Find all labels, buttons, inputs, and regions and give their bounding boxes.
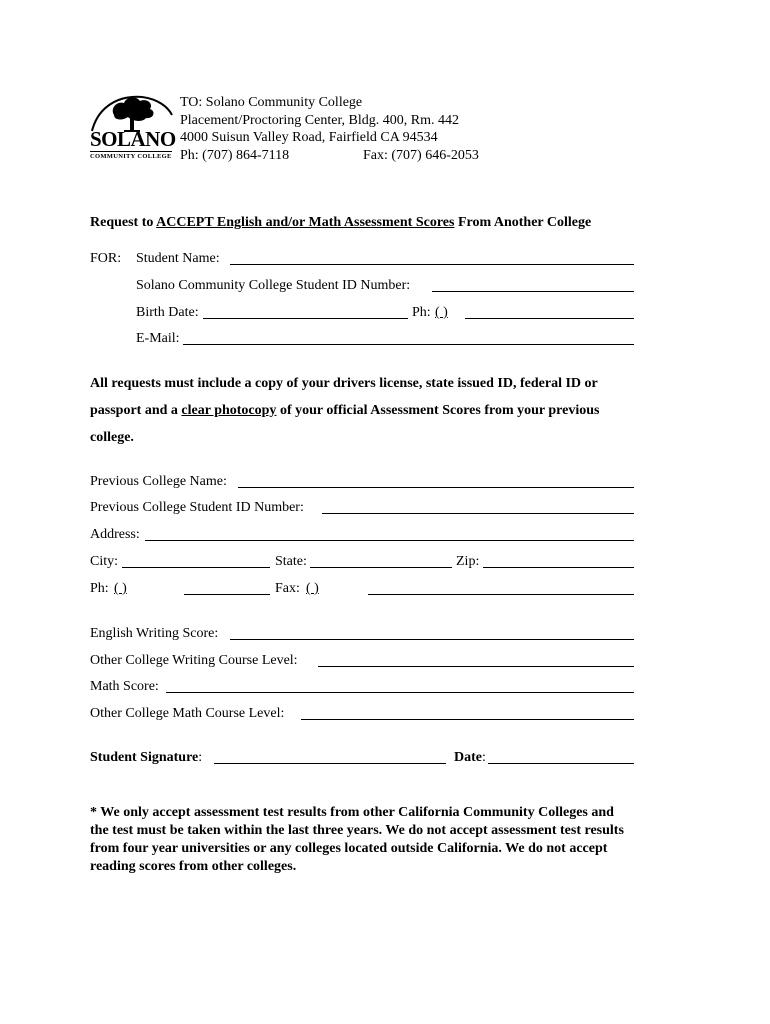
- footnote-line2: the test must be taken within the last three years. We do not accept assessment test results: [90, 823, 624, 838]
- english-score-label: English Writing Score:: [90, 626, 219, 641]
- previous-phone-field[interactable]: [184, 594, 270, 595]
- requirements-line2: [90, 403, 599, 419]
- address-label: Address:: [90, 527, 140, 542]
- logo-subtitle: COMMUNITY COLLEGE: [90, 153, 172, 160]
- footnote-line4: reading scores from other colleges.: [90, 859, 297, 874]
- street-line: 4000 Suisun Valley Road, Fairfield CA 94534: [180, 130, 438, 145]
- student-phone-label: Ph:: [412, 305, 431, 320]
- form-title: [90, 215, 591, 231]
- center-line: Placement/Proctoring Center, Bldg. 400, Rm. 442: [180, 112, 460, 128]
- previous-student-id-label: Previous College Student ID Number:: [90, 500, 304, 515]
- writing-level-field[interactable]: [318, 666, 634, 667]
- previous-fax-label: Fax:: [275, 581, 300, 596]
- fax-number: Fax: (707) 646-2053: [363, 147, 479, 163]
- previous-fax-field[interactable]: [368, 594, 634, 595]
- birth-date-field[interactable]: [203, 318, 408, 319]
- footnote-line1: * We only accept assessment test results from other California Community Colleges and: [90, 805, 614, 820]
- writing-level-label: Other College Writing Course Level:: [90, 653, 298, 668]
- student-name-label: Student Name:: [136, 251, 220, 266]
- title-suffix: From Another College: [454, 215, 592, 230]
- student-id-field[interactable]: [432, 291, 634, 292]
- title-prefix: Request to: [90, 215, 157, 230]
- state-field[interactable]: [310, 567, 452, 568]
- student-id-label: Solano Community College Student ID Number:: [136, 278, 411, 293]
- math-score-field[interactable]: [166, 692, 634, 693]
- phone-number: Ph: (707) 864-7118: [180, 147, 290, 163]
- math-score-label: Math Score:: [90, 679, 159, 694]
- previous-phone-area[interactable]: ( ): [114, 581, 127, 596]
- city-field[interactable]: [122, 567, 270, 568]
- previous-fax-area[interactable]: ( ): [306, 581, 319, 596]
- email-field[interactable]: [183, 344, 634, 345]
- date-label-text: Date: [454, 750, 482, 765]
- signature-label: [90, 750, 202, 766]
- clear-photocopy-text: clear photocopy: [181, 403, 277, 418]
- student-name-field[interactable]: [230, 264, 634, 265]
- state-label: State:: [275, 554, 307, 569]
- requirements-line2-suffix: of your official Assessment Scores from your previous: [276, 403, 600, 418]
- college-logo: [88, 93, 174, 163]
- zip-field[interactable]: [483, 567, 634, 568]
- logo-word: SOLANO: [90, 127, 176, 151]
- email-label: E-Mail:: [136, 331, 180, 346]
- zip-label: Zip:: [456, 554, 480, 569]
- signature-field[interactable]: [214, 763, 446, 764]
- date-field[interactable]: [488, 763, 634, 764]
- birth-date-label: Birth Date:: [136, 305, 199, 320]
- city-label: City:: [90, 554, 119, 569]
- english-score-field[interactable]: [230, 639, 634, 640]
- previous-phone-label: Ph:: [90, 581, 109, 596]
- address-block: [180, 94, 479, 164]
- date-label: [454, 750, 486, 766]
- previous-college-name-label: Previous College Name:: [90, 474, 227, 489]
- requirements-line3: college.: [90, 430, 134, 445]
- title-underlined: ACCEPT English and/or Math Assessment Scores: [156, 215, 455, 230]
- date-colon: :: [482, 750, 486, 765]
- address-field[interactable]: [145, 540, 634, 541]
- math-level-label: Other College Math Course Level:: [90, 706, 285, 721]
- requirements-line1: All requests must include a copy of your drivers license, state issued ID, federal ID or: [90, 376, 598, 391]
- signature-label-text: Student Signature: [90, 750, 199, 765]
- footnote-line3: from four year universities or any colleges located outside California. We do not accept: [90, 841, 608, 856]
- for-label: FOR:: [90, 251, 122, 266]
- contact-line: [180, 147, 479, 165]
- student-phone-area[interactable]: ( ): [435, 305, 448, 320]
- requirements-line2-prefix: passport and a: [90, 403, 182, 418]
- student-phone-field[interactable]: [465, 318, 634, 319]
- math-level-field[interactable]: [301, 719, 634, 720]
- previous-college-name-field[interactable]: [238, 487, 634, 488]
- previous-student-id-field[interactable]: [322, 513, 634, 514]
- to-line: TO: Solano Community College: [180, 95, 363, 110]
- signature-colon: :: [198, 750, 203, 765]
